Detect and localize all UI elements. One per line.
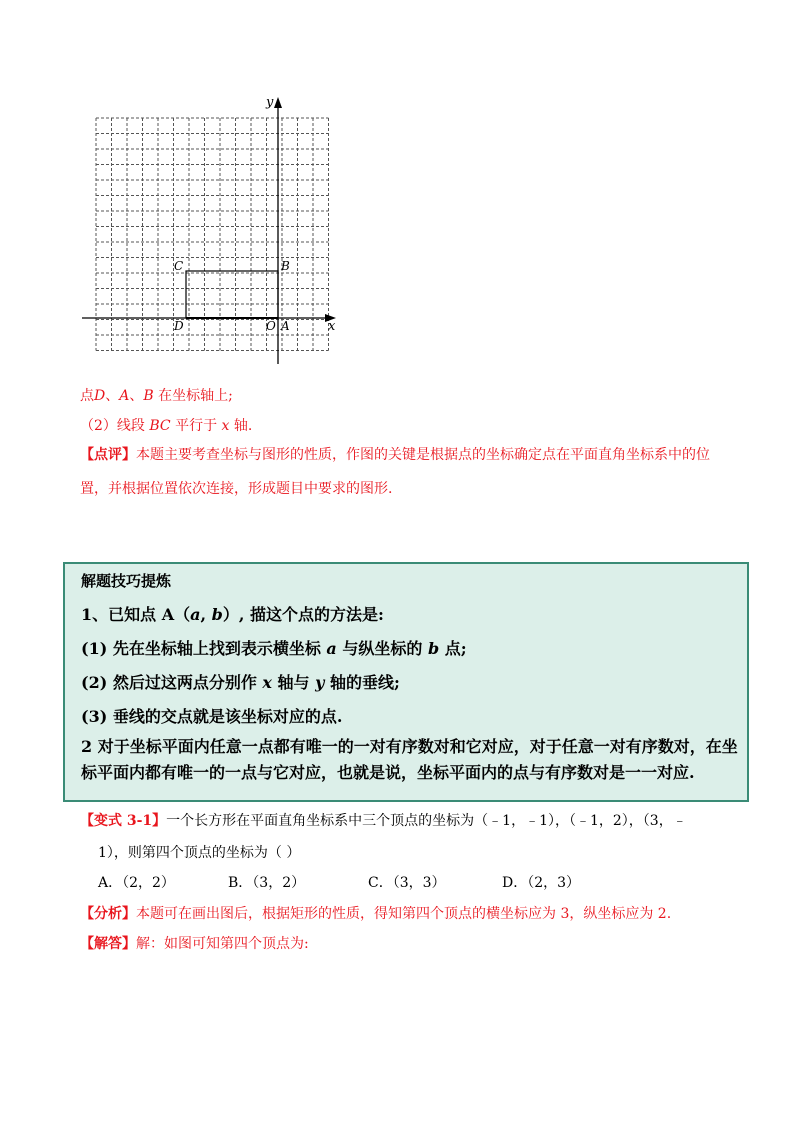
- text: 、: [129, 388, 144, 404]
- analysis-line: [80, 903, 671, 923]
- solution-line-2: [80, 415, 252, 435]
- point-label-b: B: [281, 259, 290, 273]
- tips-item-1: [81, 602, 384, 625]
- var-x: x: [221, 418, 230, 434]
- comment-tag: 【点评】: [80, 447, 136, 463]
- var-y: y: [315, 673, 325, 692]
- point-b: B: [143, 388, 154, 404]
- segment-bc: BC: [149, 418, 171, 434]
- coordinate-grid-figure: [78, 90, 338, 370]
- point-a: A: [119, 388, 130, 404]
- text: （2）线段: [80, 418, 150, 434]
- var-b: b: [211, 605, 223, 624]
- var-a: a: [326, 639, 337, 658]
- answer-text: 解：如图可知第四个顶点为:: [136, 936, 309, 952]
- var-b: b: [427, 639, 440, 658]
- comment-text: 本题主要考查坐标与图形的性质，作图的关键是根据点的坐标确定点在平面直角坐标系中的位: [136, 447, 710, 463]
- var-a: a: [190, 605, 201, 624]
- point-d: D: [94, 388, 106, 404]
- analysis-tag: 【分析】: [80, 906, 136, 922]
- point-label-o: O: [266, 319, 276, 333]
- option-c: C．（3，3）: [368, 875, 446, 891]
- option-a: A．（2，2）: [98, 875, 175, 891]
- tips-item-2: 2 对于坐标平面内任意一点都有唯一的一对有序数对和它对应，对于任意一对有序数对，在坐标平面内都有唯一的一点与它对应，也就是说，坐标平面内的点与有序数对是一一对应.: [81, 737, 738, 782]
- x-axis-label: x: [328, 319, 336, 334]
- point-label-d: D: [174, 319, 184, 333]
- text: (2) 然后过这两点分别作: [81, 673, 263, 692]
- text: 轴.: [229, 418, 253, 434]
- comment-line-1: [80, 444, 710, 464]
- var-x: x: [262, 673, 272, 692]
- text: 在坐标轴上;: [153, 388, 233, 404]
- text: 点;: [439, 639, 467, 658]
- tips-step-2: [81, 670, 400, 693]
- dashed-grid: [96, 118, 329, 351]
- tips-heading: 解题技巧提炼: [81, 572, 172, 590]
- point-label-c: C: [174, 259, 184, 273]
- text: 轴与: [271, 673, 316, 692]
- tips-box: [63, 562, 749, 802]
- y-axis-label: y: [266, 95, 274, 110]
- text: 点: [80, 388, 94, 404]
- text: 1、已知点 A（: [81, 605, 191, 624]
- text: 平行于: [170, 418, 222, 434]
- answer-tag: 【解答】: [80, 936, 136, 952]
- text: (1) 先在坐标轴上找到表示横坐标: [81, 639, 327, 658]
- rectangle-abcd: [186, 271, 278, 318]
- option-b: B．（3，2）: [228, 875, 306, 891]
- text: 与纵坐标的: [336, 639, 428, 658]
- exercise-question-line-2: 1），则第四个顶点的坐标为（ ）: [98, 845, 301, 861]
- text: ）, 描这个点的方法是:: [222, 605, 384, 624]
- point-label-a: A: [281, 319, 290, 333]
- analysis-text: 本题可在画出图后，根据矩形的性质，得知第四个顶点的横坐标应为 3，纵坐标应为 2.: [136, 906, 672, 922]
- exercise-question-line-1: [80, 810, 687, 830]
- comment-line-2: 置，并根据位置依次连接，形成题目中要求的图形.: [80, 481, 393, 497]
- question-text: 一个长方形在平面直角坐标系中三个顶点的坐标为（﹣1，﹣1），（﹣1，2），（3，﹣: [166, 813, 687, 829]
- text: ,: [200, 605, 212, 624]
- exercise-tag: 【变式 3-1】: [80, 813, 167, 829]
- option-d: D．（2，3）: [502, 875, 581, 891]
- text: 、: [105, 388, 120, 404]
- tips-step-3: (3) 垂线的交点就是该坐标对应的点.: [81, 707, 343, 726]
- text: 轴的垂线;: [324, 673, 400, 692]
- tips-step-1: [81, 636, 467, 659]
- solution-line-1: [80, 385, 233, 405]
- answer-line: [80, 933, 309, 953]
